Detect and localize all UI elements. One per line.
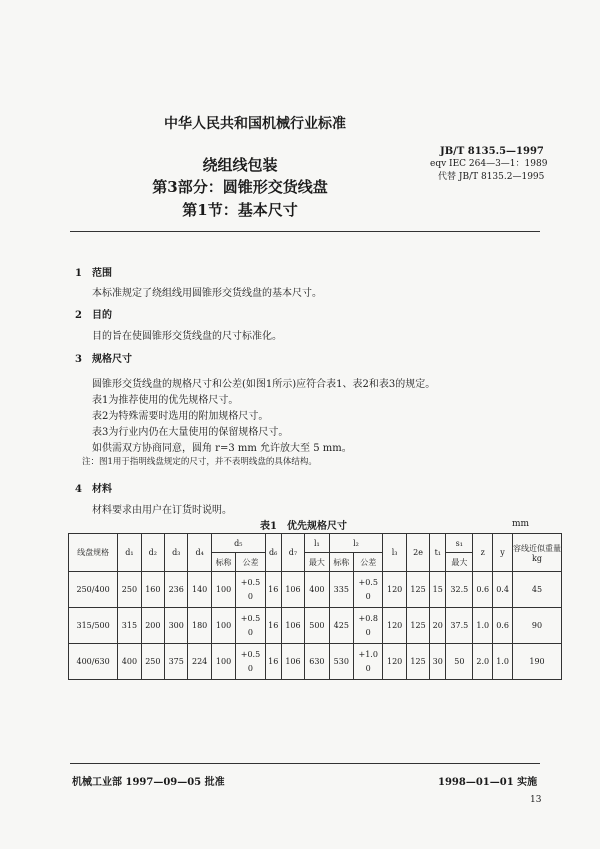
- standard-code: JB/T 8135.5—1997: [440, 146, 544, 157]
- section-2-text: 目的旨在使圆锥形交货线盘的尺寸标准化。: [92, 331, 282, 342]
- header-d5: d₅: [211, 534, 265, 553]
- d2-cell: 200: [141, 608, 164, 644]
- header-d6: d₆: [265, 534, 281, 572]
- d7-cell: 106: [281, 572, 304, 608]
- header-l3: l₃: [383, 534, 406, 572]
- section-1-text: 本标准规定了绕组线用圆锥形交货线盘的基本尺寸。: [92, 288, 322, 299]
- d2-cell: 250: [141, 644, 164, 680]
- d5-nominal-cell: 100: [211, 608, 235, 644]
- weight-cell: 45: [513, 572, 562, 608]
- approval-date: 机械工业部 1997—09—05 批准: [72, 777, 225, 788]
- d3-cell: 300: [165, 608, 188, 644]
- d5-nominal-cell: 100: [211, 572, 235, 608]
- l2-tolerance-cell: +1.0 0: [354, 644, 383, 680]
- s1-cell: 37.5: [446, 608, 473, 644]
- 2e-cell: 125: [406, 608, 429, 644]
- d4-cell: 180: [188, 608, 211, 644]
- weight-cell: 90: [513, 608, 562, 644]
- header-l2-nominal: 标称: [329, 553, 353, 572]
- section-4-heading: 4 材料: [75, 484, 112, 495]
- header-l2: l₂: [329, 534, 383, 553]
- d1-cell: 315: [118, 608, 141, 644]
- l2-tolerance-cell: +0.5 0: [354, 572, 383, 608]
- y-cell: 0.4: [493, 572, 513, 608]
- 2e-cell: 125: [406, 644, 429, 680]
- header-d1: d₁: [118, 534, 141, 572]
- spec-cell: 250/400: [69, 572, 118, 608]
- z-cell: 0.6: [473, 572, 493, 608]
- header-d3: d₃: [165, 534, 188, 572]
- section-3-text-2: 表1为推荐使用的优先规格尺寸。: [92, 395, 239, 406]
- header-l1-max: 最大: [305, 553, 329, 572]
- header-d7: d₇: [281, 534, 304, 572]
- replaced-standard: 代替 JB/T 8135.2—1995: [438, 172, 545, 182]
- d5-tolerance-cell: +0.5 0: [236, 608, 265, 644]
- weight-cell: 190: [513, 644, 562, 680]
- header-weight: 容线近似重量 kg: [513, 534, 562, 572]
- table-caption: 表1 优先规格尺寸: [260, 521, 347, 532]
- l3-cell: 120: [383, 572, 406, 608]
- d7-cell: 106: [281, 608, 304, 644]
- section-3-note: 注：图1用于指明线盘规定的尺寸，并不表明线盘的具体结构。: [82, 457, 317, 467]
- header-l1: l₁: [305, 534, 329, 553]
- header-divider: [70, 231, 540, 232]
- l3-cell: 120: [383, 644, 406, 680]
- t1-cell: 30: [430, 644, 446, 680]
- title-line-3: 第1节：基本尺寸: [182, 201, 298, 219]
- l1-cell: 500: [305, 608, 329, 644]
- page-number: 13: [530, 795, 542, 805]
- l2-nominal-cell: 335: [329, 572, 353, 608]
- d5-tolerance-cell: +0.5 0: [236, 644, 265, 680]
- d4-cell: 224: [188, 644, 211, 680]
- l2-nominal-cell: 530: [329, 644, 353, 680]
- d3-cell: 375: [165, 644, 188, 680]
- d2-cell: 160: [141, 572, 164, 608]
- l2-nominal-cell: 425: [329, 608, 353, 644]
- d7-cell: 106: [281, 644, 304, 680]
- header-2e: 2e: [406, 534, 429, 572]
- s1-cell: 50: [446, 644, 473, 680]
- header-d5-nominal: 标称: [211, 553, 235, 572]
- header-s1-max: 最大: [446, 553, 473, 572]
- d6-cell: 16: [265, 644, 281, 680]
- section-3-heading: 3 规格尺寸: [75, 354, 132, 365]
- d1-cell: 250: [118, 572, 141, 608]
- t1-cell: 20: [430, 608, 446, 644]
- y-cell: 0.6: [493, 608, 513, 644]
- l1-cell: 630: [305, 644, 329, 680]
- d6-cell: 16: [265, 572, 281, 608]
- table-row: [69, 608, 562, 644]
- l2-tolerance-cell: +0.8 0: [354, 608, 383, 644]
- d1-cell: 400: [118, 644, 141, 680]
- header-s1: s₁: [446, 534, 473, 553]
- equivalent-standard: eqv IEC 264—3—1：1989: [430, 159, 548, 169]
- d5-tolerance-cell: +0.5 0: [236, 572, 265, 608]
- table-row: [69, 644, 562, 680]
- d4-cell: 140: [188, 572, 211, 608]
- s1-cell: 32.5: [446, 572, 473, 608]
- header-t1: t₁: [430, 534, 446, 572]
- table-row: [69, 572, 562, 608]
- d3-cell: 236: [165, 572, 188, 608]
- header-z: z: [473, 534, 493, 572]
- header-d5-tolerance: 公差: [236, 553, 265, 572]
- y-cell: 1.0: [493, 644, 513, 680]
- d5-nominal-cell: 100: [211, 644, 235, 680]
- l3-cell: 120: [383, 608, 406, 644]
- title-line-2: 第3部分：圆锥形交货线盘: [152, 178, 328, 196]
- header-d4: d₄: [188, 534, 211, 572]
- standard-body: 中华人民共和国机械行业标准: [164, 116, 346, 132]
- header-l2-tolerance: 公差: [354, 553, 383, 572]
- header-d2: d₂: [141, 534, 164, 572]
- spec-cell: 400/630: [69, 644, 118, 680]
- section-1-heading: 1 范围: [75, 268, 112, 279]
- header-spec: 线盘规格: [69, 534, 118, 572]
- t1-cell: 15: [430, 572, 446, 608]
- z-cell: 1.0: [473, 608, 493, 644]
- section-4-text: 材料要求由用户在订货时说明。: [92, 505, 232, 516]
- l1-cell: 400: [305, 572, 329, 608]
- footer-divider: [70, 763, 540, 764]
- z-cell: 2.0: [473, 644, 493, 680]
- section-3-text-1: 圆锥形交货线盘的规格尺寸和公差(如图1所示)应符合表1、表2和表3的规定。: [92, 379, 436, 390]
- effective-date: 1998—01—01 实施: [438, 777, 538, 788]
- section-3-text-5: 如供需双方协商同意，圆角 r=3 mm 允许放大至 5 mm。: [92, 443, 352, 454]
- table-unit: mm: [512, 519, 530, 529]
- header-y: y: [493, 534, 513, 572]
- spec-cell: 315/500: [69, 608, 118, 644]
- section-2-heading: 2 目的: [75, 310, 112, 321]
- title-line-1: 绕组线包装: [202, 156, 278, 174]
- 2e-cell: 125: [406, 572, 429, 608]
- d6-cell: 16: [265, 608, 281, 644]
- section-3-text-3: 表2为特殊需要时选用的附加规格尺寸。: [92, 411, 269, 422]
- preferred-sizes-table: [68, 533, 562, 680]
- section-3-text-4: 表3为行业内仍在大量使用的保留规格尺寸。: [92, 427, 289, 438]
